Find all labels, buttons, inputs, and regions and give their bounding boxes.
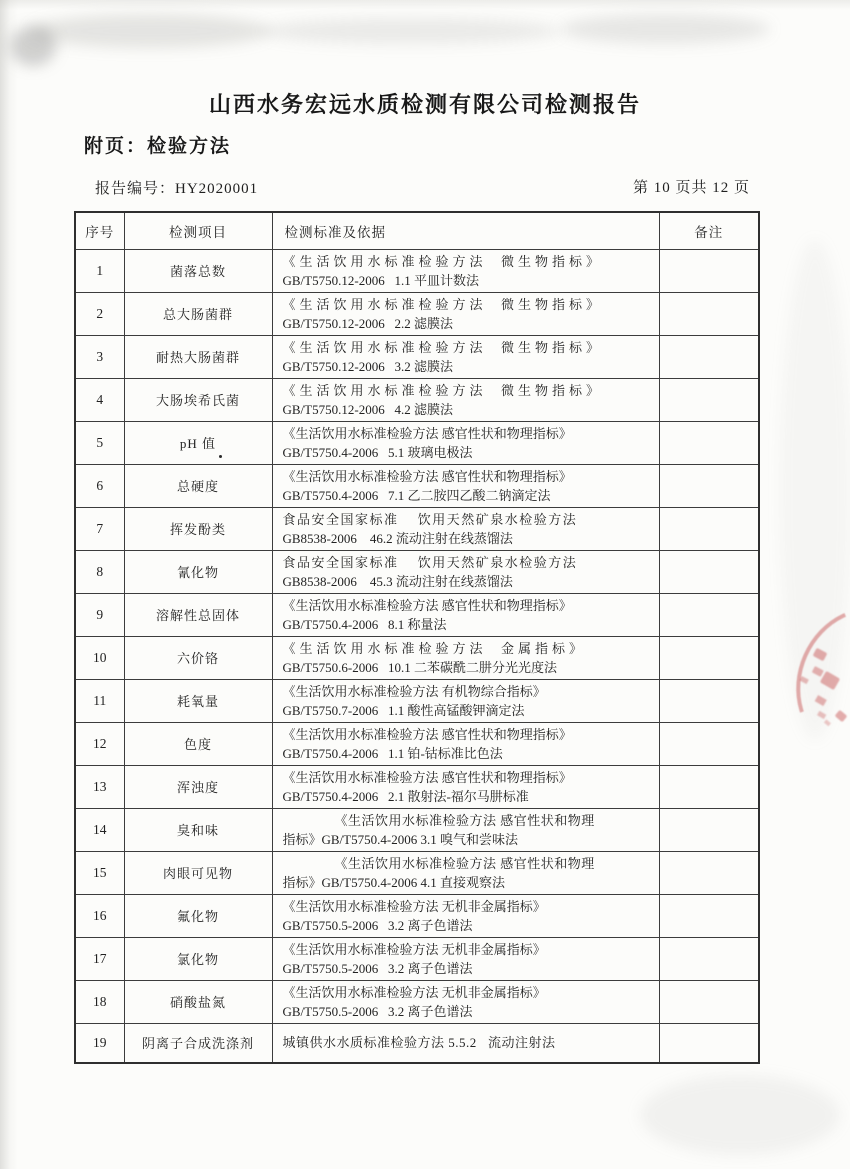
remark-cell [659, 507, 759, 550]
standard-line-2: GB/T5750.5-2006 3.2 离子色谱法 [282, 917, 473, 933]
scan-smudge [640, 1075, 840, 1155]
table-row [75, 292, 759, 335]
methods-table-body [75, 249, 759, 1063]
test-item-cell: 肉眼可见物 [124, 851, 272, 894]
table-row [75, 550, 759, 593]
test-standard-cell [272, 507, 659, 550]
page-title: 山西水务宏远水质检测有限公司检测报告 [208, 92, 641, 117]
table-row [75, 507, 759, 550]
test-item-cell: 六价铬 [124, 636, 272, 679]
remark-cell [659, 593, 759, 636]
row-number-cell: 15 [75, 851, 124, 894]
table-row [75, 335, 759, 378]
test-item-cell: 溶解性总固体 [124, 593, 272, 636]
table-row [75, 1023, 759, 1063]
scan-smudge [10, 26, 56, 66]
standard-line-1: 《生活饮用水标准检验方法 无机非金属指标》 [282, 984, 546, 1000]
test-standard-cell [272, 765, 659, 808]
standard-line-2: GB/T5750.4-2006 5.1 玻璃电极法 [282, 444, 473, 460]
table-row [75, 851, 759, 894]
test-standard-cell [272, 249, 659, 292]
scan-smudge [560, 14, 770, 44]
scan-smudge [260, 18, 560, 44]
column-header-remark: 备注 [659, 212, 759, 249]
stray-ink-dot [219, 455, 222, 458]
test-item-cell: 臭和味 [124, 808, 272, 851]
row-number-cell: 17 [75, 937, 124, 980]
standard-line-2: 指标》GB/T5750.4-2006 3.1 嗅气和尝味法 [282, 831, 518, 847]
standard-line-1: 《生活饮用水标准检验方法 感官性状和物理指标》 [282, 726, 572, 742]
scan-edge-shadow-top [0, 0, 850, 10]
table-row [75, 378, 759, 421]
test-item-cell: 氯化物 [124, 937, 272, 980]
seal-ink-marks [835, 710, 848, 723]
table-row [75, 636, 759, 679]
standard-line-1: 《生活饮用水标准检验方法 金属指标》 [282, 640, 587, 656]
remark-cell [659, 378, 759, 421]
test-item-cell: 菌落总数 [124, 249, 272, 292]
test-item-cell: 浑浊度 [124, 765, 272, 808]
standard-line-1: 《生活饮用水标准检验方法 感官性状和物理指标》 [282, 468, 572, 484]
standard-line-2: GB/T5750.12-2006 3.2 滤膜法 [282, 358, 453, 374]
standard-line-2: GB/T5750.5-2006 3.2 离子色谱法 [282, 960, 473, 976]
standard-line-1: 《生活饮用水标准检验方法 无机非金属指标》 [282, 898, 546, 914]
test-standard-cell [272, 808, 659, 851]
standard-line-2: GB8538-2006 46.2 流动注射在线蒸馏法 [282, 530, 513, 546]
test-standard-cell [272, 378, 659, 421]
table-row [75, 765, 759, 808]
scan-smudge [30, 14, 270, 48]
row-number-cell: 16 [75, 894, 124, 937]
standard-line-1: 《生活饮用水标准检验方法 微生物指标》 [282, 339, 604, 355]
table-row [75, 421, 759, 464]
test-item-cell: 硝酸盐氮 [124, 980, 272, 1023]
test-item-cell: 色度 [124, 722, 272, 765]
red-seal-fragment [784, 612, 850, 752]
test-item-cell: 耐热大肠菌群 [124, 335, 272, 378]
table-row [75, 249, 759, 292]
test-item-cell: 挥发酚类 [124, 507, 272, 550]
row-number-cell: 2 [75, 292, 124, 335]
scan-edge-shadow-left [0, 0, 18, 1169]
remark-cell [659, 292, 759, 335]
test-item-cell: 耗氧量 [124, 679, 272, 722]
standard-line-2: GB/T5750.4-2006 1.1 铂-钴标准比色法 [282, 745, 503, 761]
row-number-cell: 9 [75, 593, 124, 636]
row-number-cell: 10 [75, 636, 124, 679]
table-header-row [75, 212, 759, 249]
standard-line-2: GB/T5750.5-2006 3.2 离子色谱法 [282, 1003, 473, 1019]
standard-line-2: GB8538-2006 45.3 流动注射在线蒸馏法 [282, 573, 513, 589]
table-row [75, 808, 759, 851]
standard-line-2: GB/T5750.4-2006 8.1 称量法 [282, 616, 447, 632]
test-standard-cell [272, 593, 659, 636]
test-item-cell: 氟化物 [124, 894, 272, 937]
remark-cell [659, 894, 759, 937]
column-header-no: 序号 [75, 212, 124, 249]
remark-cell [659, 765, 759, 808]
standard-line-1: 《生活饮用水标准检验方法 感官性状和物理 [334, 855, 595, 871]
standard-line-1: 《生活饮用水标准检验方法 微生物指标》 [282, 253, 604, 269]
test-standard-cell [272, 550, 659, 593]
test-standard-cell [272, 335, 659, 378]
table-row [75, 980, 759, 1023]
standard-line-1: 食品安全国家标准 饮用天然矿泉水检验方法 [282, 511, 578, 527]
test-item-cell: 大肠埃希氏菌 [124, 378, 272, 421]
standard-line-2: 指标》GB/T5750.4-2006 4.1 直接观察法 [282, 874, 505, 890]
test-item-cell: 阴离子合成洗涤剂 [124, 1023, 272, 1063]
table-row [75, 593, 759, 636]
test-item-cell: 总大肠菌群 [124, 292, 272, 335]
test-standard-cell [272, 894, 659, 937]
standard-line-2: GB/T5750.12-2006 1.1 平皿计数法 [282, 272, 479, 288]
row-number-cell: 4 [75, 378, 124, 421]
remark-cell [659, 421, 759, 464]
page-indicator: 第 10 页共 12 页 [633, 180, 751, 196]
standard-line-2: GB/T5750.4-2006 2.1 散射法-福尔马肼标准 [282, 788, 529, 804]
row-number-cell: 1 [75, 249, 124, 292]
row-number-cell: 14 [75, 808, 124, 851]
row-number-cell: 7 [75, 507, 124, 550]
standard-line-1: 城镇供水水质标准检验方法 5.5.2 流动注射法 [282, 1034, 556, 1050]
remark-cell [659, 679, 759, 722]
standard-line-1: 《生活饮用水标准检验方法 微生物指标》 [282, 382, 604, 398]
row-number-cell: 5 [75, 421, 124, 464]
standard-line-2: GB/T5750.12-2006 2.2 滤膜法 [282, 315, 453, 331]
table-row [75, 894, 759, 937]
standard-line-1: 《生活饮用水标准检验方法 无机非金属指标》 [282, 941, 546, 957]
standard-line-1: 食品安全国家标准 饮用天然矿泉水检验方法 [282, 554, 578, 570]
remark-cell [659, 335, 759, 378]
standard-line-2: GB/T5750.12-2006 4.2 滤膜法 [282, 401, 453, 417]
test-standard-cell [272, 292, 659, 335]
table-row [75, 937, 759, 980]
seal-ink-marks [820, 671, 840, 690]
seal-arc [773, 586, 850, 776]
column-header-standard: 检测标准及依据 [272, 212, 659, 249]
row-number-cell: 11 [75, 679, 124, 722]
test-standard-cell [272, 679, 659, 722]
standard-line-1: 《生活饮用水标准检验方法 感官性状和物理指标》 [282, 769, 572, 785]
standard-line-1: 《生活饮用水标准检验方法 感官性状和物理 [334, 812, 595, 828]
column-header-item: 检测项目 [124, 212, 272, 249]
test-item-cell: 氰化物 [124, 550, 272, 593]
table-row [75, 679, 759, 722]
standard-line-1: 《生活饮用水标准检验方法 感官性状和物理指标》 [282, 425, 572, 441]
test-standard-cell [272, 1023, 659, 1063]
test-item-cell: 总硬度 [124, 464, 272, 507]
remark-cell [659, 636, 759, 679]
seal-ink-marks [813, 648, 828, 662]
remark-cell [659, 249, 759, 292]
test-standard-cell [272, 980, 659, 1023]
table-row [75, 722, 759, 765]
standard-line-2: GB/T5750.6-2006 10.1 二苯碳酰二肼分光光度法 [282, 659, 557, 675]
remark-cell [659, 1023, 759, 1063]
row-number-cell: 19 [75, 1023, 124, 1063]
row-number-cell: 18 [75, 980, 124, 1023]
row-number-cell: 3 [75, 335, 124, 378]
row-number-cell: 8 [75, 550, 124, 593]
test-standard-cell [272, 851, 659, 894]
table-row [75, 464, 759, 507]
standard-line-1: 《生活饮用水标准检验方法 有机物综合指标》 [282, 683, 546, 699]
standard-line-1: 《生活饮用水标准检验方法 感官性状和物理指标》 [282, 597, 572, 613]
remark-cell [659, 550, 759, 593]
standard-line-1: 《生活饮用水标准检验方法 微生物指标》 [282, 296, 604, 312]
row-number-cell: 13 [75, 765, 124, 808]
row-number-cell: 12 [75, 722, 124, 765]
row-number-cell: 6 [75, 464, 124, 507]
report-number: 报告编号：HY2020001 [95, 181, 259, 197]
test-standard-cell [272, 722, 659, 765]
scan-smudge [780, 240, 850, 740]
page-subtitle: 附页：检验方法 [84, 136, 232, 157]
test-standard-cell [272, 421, 659, 464]
standard-line-2: GB/T5750.4-2006 7.1 乙二胺四乙酸二钠滴定法 [282, 487, 551, 503]
remark-cell [659, 851, 759, 894]
remark-cell [659, 464, 759, 507]
methods-table [74, 211, 760, 1064]
standard-line-2: GB/T5750.7-2006 1.1 酸性高锰酸钾滴定法 [282, 702, 525, 718]
test-item-cell: pH 值 [124, 421, 272, 464]
remark-cell [659, 722, 759, 765]
test-standard-cell [272, 937, 659, 980]
test-standard-cell [272, 636, 659, 679]
remark-cell [659, 937, 759, 980]
test-standard-cell [272, 464, 659, 507]
remark-cell [659, 808, 759, 851]
remark-cell [659, 980, 759, 1023]
